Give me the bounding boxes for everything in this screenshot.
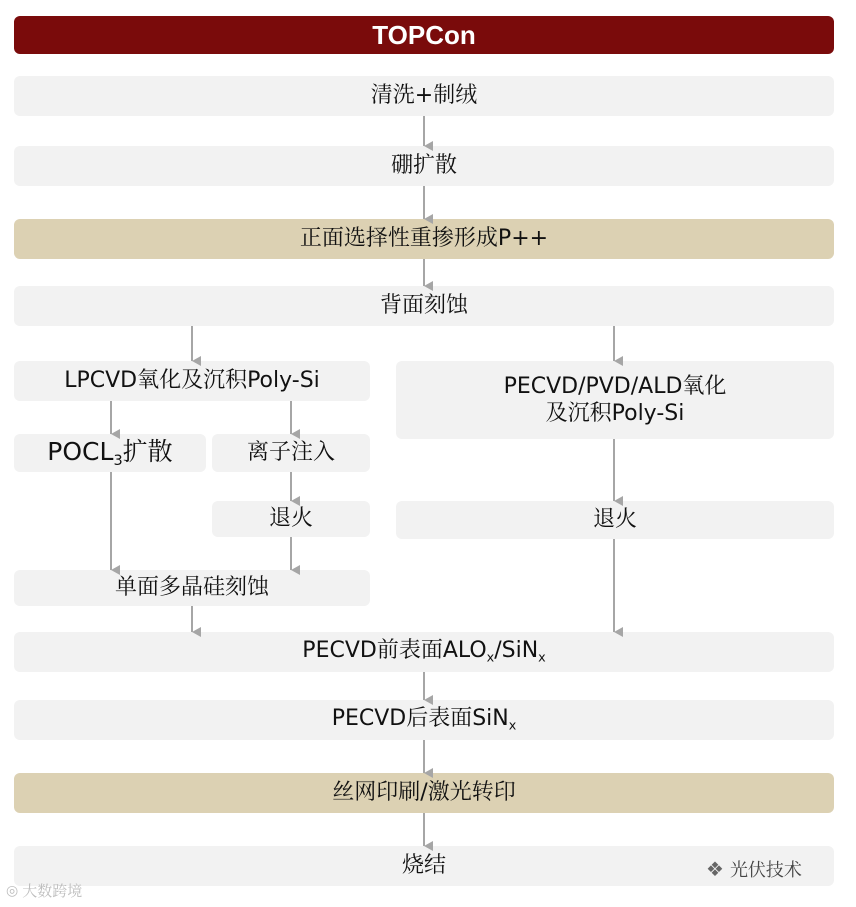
front-mid: /SiN <box>494 638 539 664</box>
back-text: PECVD后表面SiN <box>331 706 509 732</box>
watermark-left-text: 大数跨境 <box>22 882 83 900</box>
watermark-right <box>706 856 802 882</box>
front-subscript-2: x <box>538 650 546 666</box>
pocl-text: POCL <box>47 436 114 466</box>
watermark-right-text: 光伏技术 <box>729 860 802 881</box>
watermark-left <box>6 880 82 901</box>
step-boron-diffusion-label: 硼扩散 <box>390 153 457 179</box>
step-screen-print-label: 丝网印刷/激光转印 <box>332 780 516 806</box>
step-pecvd-line2: 及沉积Poly-Si <box>545 401 685 426</box>
weibo-logo-icon: ◎ <box>6 882 19 899</box>
front-text: PECVD前表面ALO <box>302 638 487 664</box>
wechat-icon: ❖ <box>706 857 724 881</box>
step-anneal-mid-label: 退火 <box>268 506 313 532</box>
step-clean-texture-label: 清洗+制绒 <box>370 83 478 109</box>
back-subscript: x <box>508 718 517 734</box>
step-ion-implant-label: 离子注入 <box>246 440 335 466</box>
step-front-selective-doping-label: 正面选择性重掺形成P++ <box>299 226 549 252</box>
diagram-title: TOPCon <box>14 16 834 54</box>
step-sinter-label: 烧结 <box>401 853 446 879</box>
step-lpcvd-label: LPCVD氧化及沉积Poly-Si <box>64 368 320 394</box>
step-single-side-etch-label: 单面多晶硅刻蚀 <box>114 575 269 601</box>
step-pecvd-line1: PECVD/PVD/ALD氧化 <box>503 373 727 399</box>
pocl-subscript: 3 <box>113 452 123 469</box>
pocl-suffix: 扩散 <box>122 436 173 466</box>
step-back-etch-label: 背面刻蚀 <box>379 293 468 319</box>
step-anneal-right-label: 退火 <box>592 507 637 533</box>
front-subscript-1: x <box>486 650 495 666</box>
